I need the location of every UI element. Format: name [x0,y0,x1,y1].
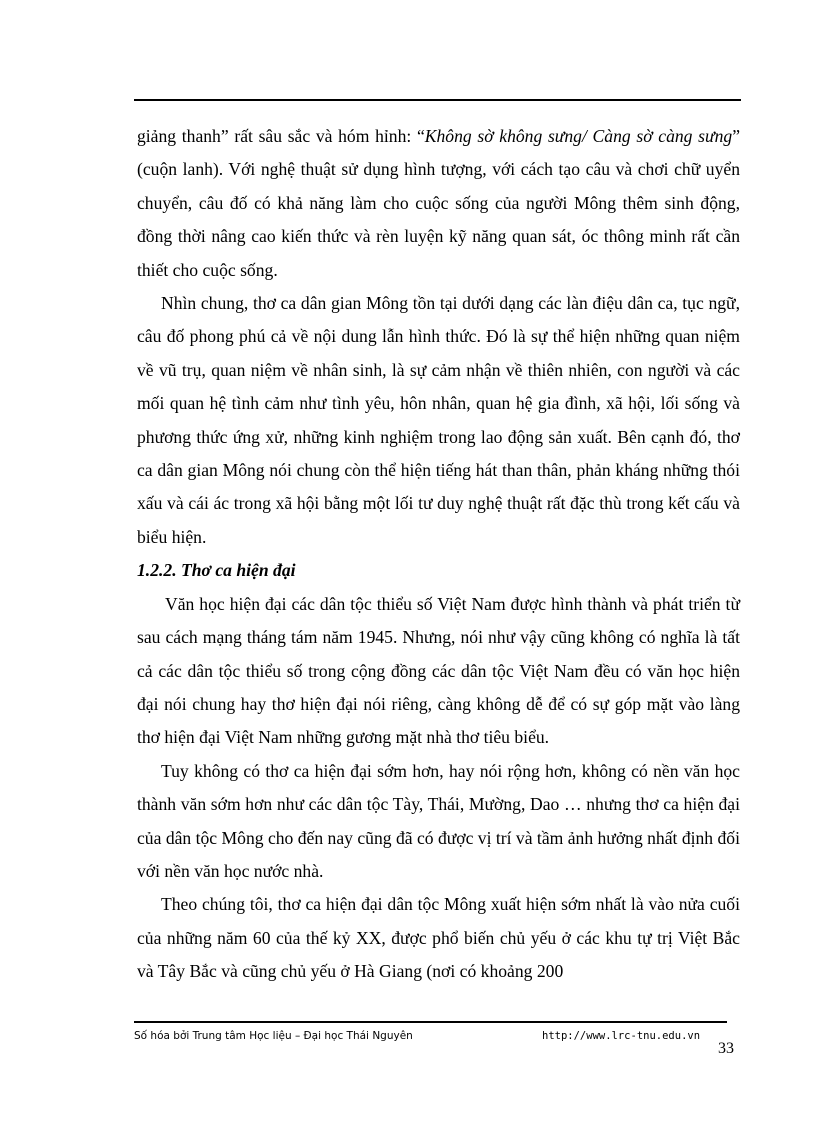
footer-url[interactable]: http://www.lrc-tnu.edu.vn [542,1030,701,1042]
page-body [137,120,740,989]
page-number: 33 [718,1040,734,1057]
paragraph-continuation [137,120,740,287]
paragraph-text: giảng thanh” rất sâu sắc và hóm hỉnh: “ [137,126,425,146]
paragraph-modern-literature: Văn học hiện đại các dân tộc thiểu số Việt Nam được hình thành và phát triển từ sau cách mạng tháng tám năm 1945. Nhưng, nói như vậy cũng không có nghĩa là tất cả các dân tộc thiểu số trong cộng đồng các dân tộc Việt Nam đều có văn học hiện đại nói chung hay thơ hiện đại nói riêng, càng không dễ để có sự góp mặt vào làng thơ hiện đại Việt Nam những gương mặt nhà thơ tiêu biểu. [137,593,740,748]
paragraph-text: ” (cuộn lanh). Với nghệ thuật sử dụng hình tượng, với cách tạo câu và chơi chữ uyển chuyển, câu đố có khả năng làm cho cuộc sống của người Mông thêm sinh động, đồng thời nâng cao kiến thức và rèn luyện kỹ năng quan sát, óc thông minh rất cần thiết cho cuộc sống. [137,126,740,280]
paragraph-folk-poetry-summary: Nhìn chung, thơ ca dân gian Mông tồn tại dưới dạng các làn điệu dân ca, tục ngữ, câu đố phong phú cả về nội dung lẫn hình thức. Đó là sự thể hiện những quan niệm về vũ trụ, quan niệm về nhân sinh, là sự cảm nhận về thiên nhiên, con người và các mối quan hệ tình cảm như tình yêu, hôn nhân, quan hệ gia đình, xã hội, lối sống và phương thức ứng xử, những kinh nghiệm trong lao động sản xuất. Bên cạnh đó, thơ ca dân gian Mông nói chung còn thể hiện tiếng hát than thân, phản kháng những thói xấu và cái ác trong xã hội bằng một lối tư duy nghệ thuật rất đặc thù trong kết cấu và biểu hiện. [137,293,740,547]
header-rule [134,99,741,101]
section-heading: 1.2.2. Thơ ca hiện đại [137,560,296,581]
paragraph-mong-poetry-origin: Theo chúng tôi, thơ ca hiện đại dân tộc Mông xuất hiện sớm nhất là vào nửa cuối của những năm 60 của thế kỷ XX, được phổ biến chủ yếu ở các khu tự trị Việt Bắc và Tây Bắc và cũng chủ yếu ở Hà Giang (nơi có khoảng 200 [137,894,740,982]
paragraph-mong-poetry-position: Tuy không có thơ ca hiện đại sớm hơn, hay nói rộng hơn, không có nền văn học thành văn sớm hơn như các dân tộc Tày, Thái, Mường, Dao … nhưng thơ ca hiện đại của dân tộc Mông cho đến nay cũng đã có được vị trí và tầm ảnh hưởng nhất định đối với nền văn học nước nhà. [137,760,740,881]
riddle-quote: Không sờ không sưng/ Càng sờ càng sưng [424,126,733,146]
footer-rule [134,1021,727,1023]
footer-source: Số hóa bởi Trung tâm Học liệu – Đại học Thái Nguyên [134,1030,413,1042]
